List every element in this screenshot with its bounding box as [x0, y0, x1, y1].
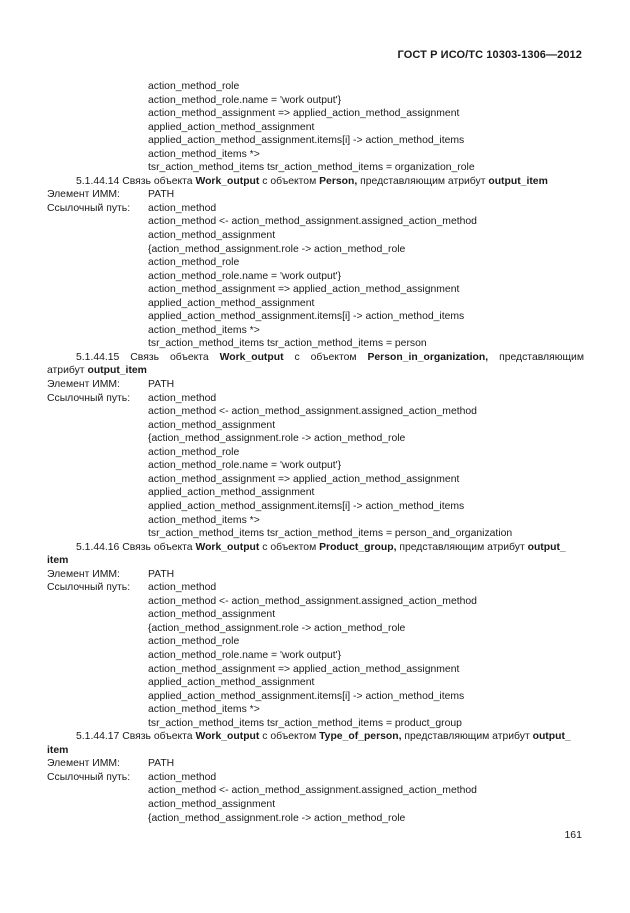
path-text: action_method_assignment — [148, 419, 276, 431]
path-line — [0, 202, 630, 216]
path-label: Ссылочный путь: — [47, 582, 131, 594]
path-line — [0, 297, 630, 311]
path-line — [0, 663, 630, 677]
path-text: action_method_assignment => applied_action_method_assignment — [148, 284, 460, 296]
heading-text: представляющим атрибут — [401, 731, 533, 743]
attribute-name-tail: item — [47, 744, 69, 756]
path-line — [0, 243, 630, 257]
element-label: Элемент ИММ: — [47, 758, 120, 770]
element-label: Элемент ИММ: — [47, 379, 120, 391]
section-heading — [0, 175, 630, 189]
element-row — [0, 188, 630, 202]
heading-text: Связь объекта — [130, 351, 220, 363]
path-text: tsr_action_method_items tsr_action_method_items = person_and_organization — [148, 528, 513, 540]
heading-continuation — [0, 744, 630, 758]
path-line — [0, 500, 630, 514]
path-text: action_method <- action_method_assignment.assigned_action_method — [148, 216, 477, 228]
path-line — [0, 446, 630, 460]
target-entity: Person, — [319, 175, 358, 187]
target-entity: Type_of_person, — [319, 731, 402, 743]
path-text: action_method — [148, 582, 217, 594]
heading-text: атрибут — [47, 365, 88, 377]
path-line — [0, 581, 630, 595]
path-text: {action_method_assignment.role -> action_method_role — [148, 622, 406, 634]
section-heading-text — [76, 541, 584, 555]
path-text: tsr_action_method_items tsr_action_method_items = person — [148, 338, 427, 350]
document-header: ГОСТ Р ИСО/ТС 10303-1306—2012 — [397, 49, 582, 61]
path-text: action_method_role — [148, 636, 240, 648]
path-text: action_method_items *> — [148, 148, 260, 160]
path-line — [0, 256, 630, 270]
path-text: action_method <- action_method_assignment.assigned_action_method — [148, 785, 477, 797]
heading-text: с объектом — [259, 731, 320, 743]
path-text: action_method_assignment => applied_action_method_assignment — [148, 473, 460, 485]
path-line — [0, 608, 630, 622]
path-line — [0, 649, 630, 663]
path-line — [0, 337, 630, 351]
path-line — [0, 690, 630, 704]
entity-name: Work_output — [195, 731, 260, 743]
path-line — [0, 229, 630, 243]
path-line — [0, 486, 630, 500]
path-text: action_method_assignment — [148, 609, 276, 621]
attribute-name: output_item — [488, 175, 548, 187]
path-text: tsr_action_method_items tsr_action_method_items = product_group — [148, 717, 462, 729]
path-line — [0, 310, 630, 324]
path-line — [0, 392, 630, 406]
path-text: action_method_items *> — [148, 704, 260, 716]
path-line — [0, 405, 630, 419]
section-number: 5.1.44.15 — [76, 351, 120, 363]
path-text: applied_action_method_assignment.items[i] -> action_method_items — [148, 311, 465, 323]
path-line — [0, 676, 630, 690]
path-line — [0, 121, 630, 135]
section-number: 5.1.44.17 — [76, 731, 120, 743]
path-text: applied_action_method_assignment — [148, 677, 315, 689]
path-text: applied_action_method_assignment.items[i] -> action_method_items — [148, 500, 465, 512]
path-text: action_method_role — [148, 257, 240, 269]
heading-continuation — [0, 364, 630, 378]
heading-text: с объектом — [259, 541, 320, 553]
path-line — [0, 107, 630, 121]
path-text: action_method_assignment => applied_action_method_assignment — [148, 108, 460, 120]
path-text: action_method — [148, 202, 217, 214]
section-heading — [0, 351, 630, 365]
heading-continuation — [0, 554, 630, 568]
heading-text: с объектом — [283, 351, 368, 363]
entity-name: Work_output — [195, 541, 260, 553]
element-row — [0, 568, 630, 582]
path-text: action_method_role.name = 'work output'} — [148, 270, 342, 282]
path-line — [0, 771, 630, 785]
entity-name: Work_output — [219, 351, 284, 363]
section-heading — [0, 730, 630, 744]
page-number: 161 — [564, 829, 582, 841]
path-text: {action_method_assignment.role -> action_method_role — [148, 812, 406, 824]
element-label: Элемент ИММ: — [47, 568, 120, 580]
path-text: action_method_assignment => applied_action_method_assignment — [148, 663, 460, 675]
path-line — [0, 324, 630, 338]
attribute-name: output_item — [87, 365, 147, 377]
heading-text: представляющим — [488, 351, 584, 363]
heading-text: Связь объекта — [122, 731, 196, 743]
path-text: applied_action_method_assignment.items[i] -> action_method_items — [148, 690, 465, 702]
heading-text: Связь объекта — [122, 175, 196, 187]
path-line — [0, 94, 630, 108]
path-line — [0, 812, 630, 826]
path-line — [0, 527, 630, 541]
path-line — [0, 80, 630, 94]
target-entity: Person_in_organization, — [367, 351, 489, 363]
path-line — [0, 703, 630, 717]
path-line — [0, 161, 630, 175]
path-text: action_method_assignment — [148, 230, 276, 242]
path-line — [0, 270, 630, 284]
section-heading — [0, 541, 630, 555]
path-text: action_method_items *> — [148, 514, 260, 526]
section-heading-text — [76, 351, 584, 365]
path-label: Ссылочный путь: — [47, 202, 131, 214]
path-line — [0, 473, 630, 487]
heading-text: Связь объекта — [122, 541, 196, 553]
path-line — [0, 215, 630, 229]
path-text: applied_action_method_assignment — [148, 121, 315, 133]
path-line — [0, 459, 630, 473]
path-line — [0, 622, 630, 636]
path-line — [0, 134, 630, 148]
path-text: applied_action_method_assignment.items[i] -> action_method_items — [148, 135, 465, 147]
path-text: action_method_assignment — [148, 798, 276, 810]
path-text: applied_action_method_assignment — [148, 487, 315, 499]
element-row — [0, 378, 630, 392]
element-value: PATH — [148, 568, 175, 580]
heading-text: представляющим атрибут — [396, 541, 528, 553]
path-label: Ссылочный путь: — [47, 392, 131, 404]
heading-text: с объектом — [259, 175, 320, 187]
path-line — [0, 432, 630, 446]
section-number: 5.1.44.16 — [76, 541, 120, 553]
attribute-name: output_ — [532, 731, 571, 743]
path-line — [0, 595, 630, 609]
attribute-name-tail: item — [47, 555, 69, 567]
path-text: action_method_role — [148, 81, 240, 92]
path-line — [0, 717, 630, 731]
element-value: PATH — [148, 758, 175, 770]
path-text: tsr_action_method_items tsr_action_method_items = organization_role — [148, 162, 475, 174]
path-line — [0, 419, 630, 433]
path-line — [0, 283, 630, 297]
path-text: action_method_items *> — [148, 324, 260, 336]
path-text: applied_action_method_assignment — [148, 297, 315, 309]
path-line — [0, 514, 630, 528]
element-row — [0, 757, 630, 771]
heading-text: представляющим атрибут — [357, 175, 489, 187]
target-entity: Product_group, — [319, 541, 397, 553]
path-text: {action_method_assignment.role -> action_method_role — [148, 433, 406, 445]
path-text: {action_method_assignment.role -> action_method_role — [148, 243, 406, 255]
path-text: action_method — [148, 392, 217, 404]
section-heading-text — [76, 730, 584, 744]
path-line — [0, 635, 630, 649]
page-content — [0, 80, 630, 825]
path-text: action_method <- action_method_assignment.assigned_action_method — [148, 406, 477, 418]
section-number: 5.1.44.14 — [76, 175, 120, 187]
path-text: action_method — [148, 771, 217, 783]
element-value: PATH — [148, 189, 175, 201]
path-text: action_method_role — [148, 446, 240, 458]
section-heading-text — [76, 175, 584, 189]
continuation-text — [47, 364, 147, 378]
path-text: action_method_role.name = 'work output'} — [148, 649, 342, 661]
attribute-name: output_ — [527, 541, 566, 553]
path-line — [0, 148, 630, 162]
path-line — [0, 798, 630, 812]
element-label: Элемент ИММ: — [47, 189, 120, 201]
path-text: action_method <- action_method_assignment.assigned_action_method — [148, 595, 477, 607]
path-text: action_method_role.name = 'work output'} — [148, 94, 342, 106]
path-text: action_method_role.name = 'work output'} — [148, 460, 342, 472]
path-line — [0, 784, 630, 798]
entity-name: Work_output — [195, 175, 260, 187]
element-value: PATH — [148, 379, 175, 391]
path-label: Ссылочный путь: — [47, 771, 131, 783]
